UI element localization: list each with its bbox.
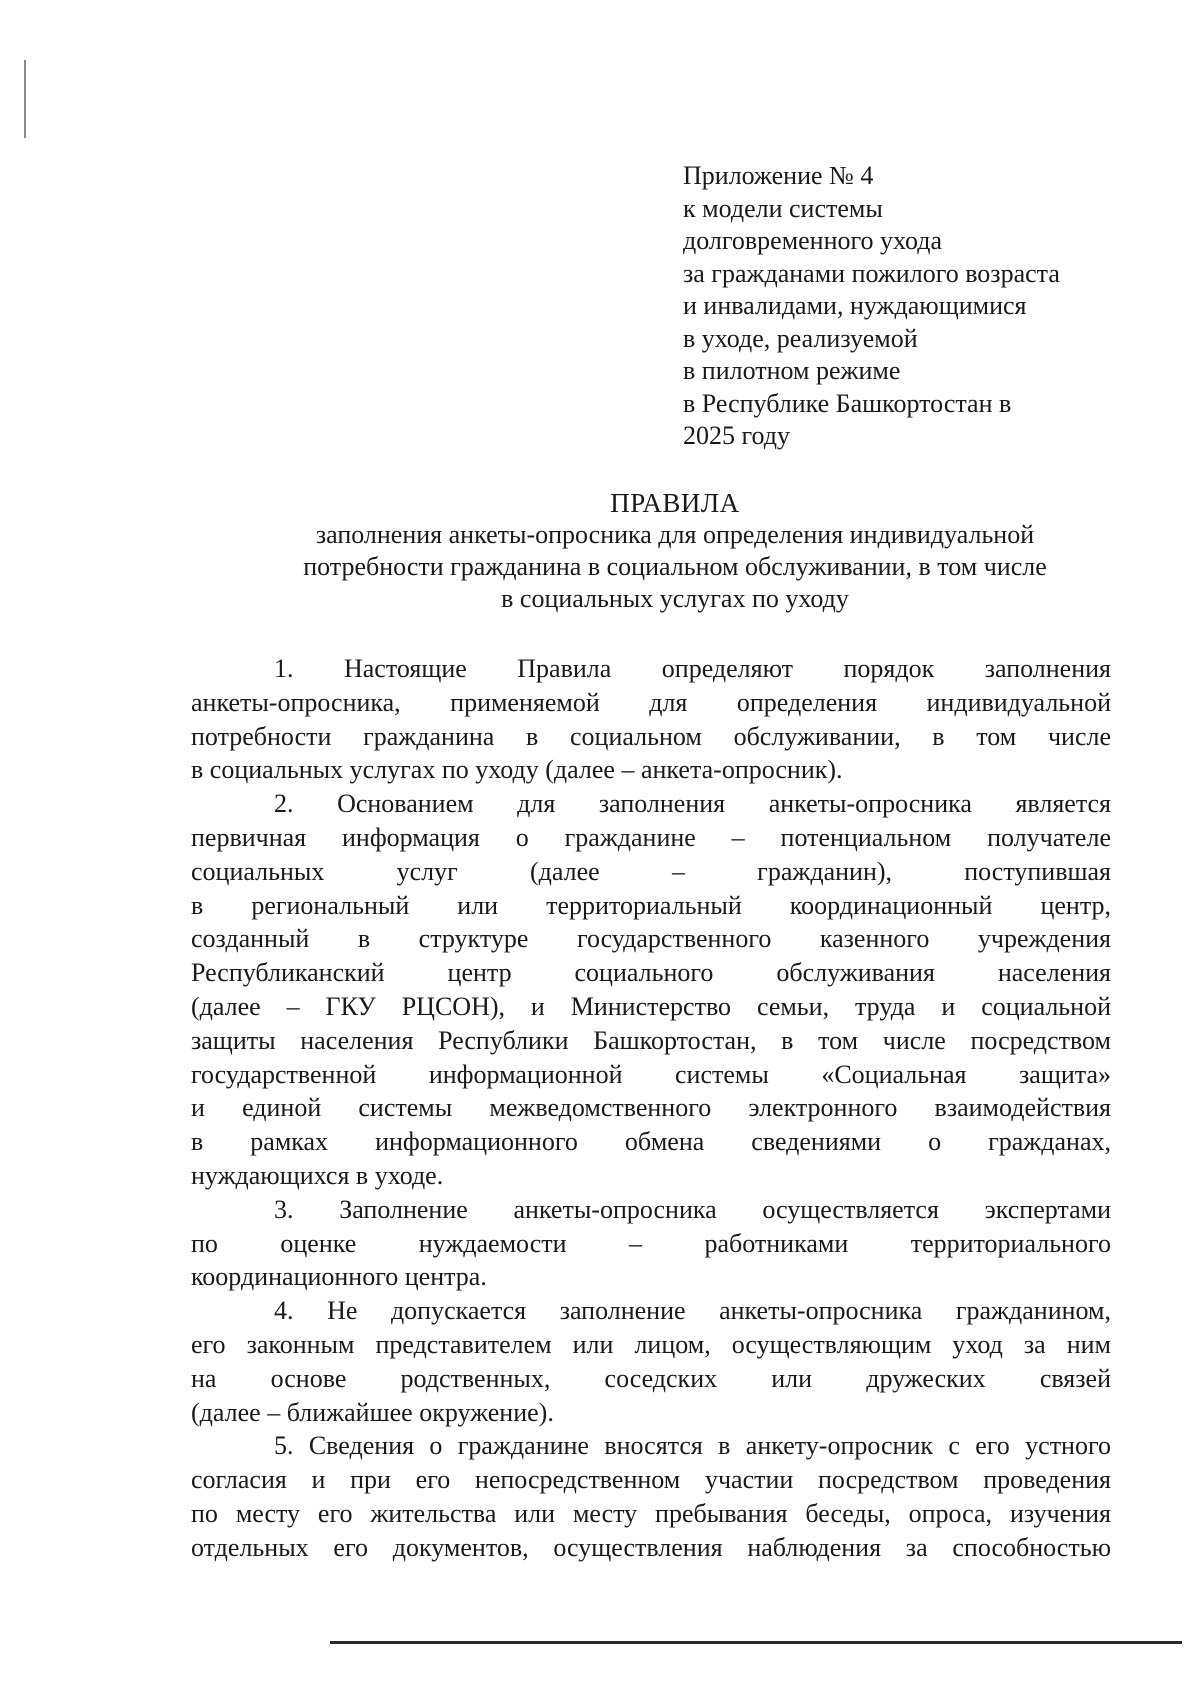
paragraph-5-line: по месту его жительства или месту пребывания беседы, опроса, изучения [191, 1498, 1111, 1528]
appendix-line: 2025 году [683, 421, 790, 450]
paragraph-5-line: согласия и при его непосредственном участии посредством проведения [191, 1465, 1111, 1495]
appendix-line: и инвалидами, нуждающимися [683, 291, 1027, 320]
paragraph-2-line: первичная информация о гражданине – потенциальном получателе [191, 822, 1111, 852]
paragraph-3-line: по оценке нуждаемости – работниками территориального [191, 1228, 1111, 1258]
paragraph-4-line: (далее – ближайшее окружение). [191, 1397, 554, 1427]
document-heading [150, 487, 1200, 615]
appendix-line: в пилотном режиме [683, 356, 901, 385]
paragraph-2-line: в рамках информационного обмена сведениями о гражданах, [191, 1127, 1111, 1157]
paragraph-2-line: Республиканский центр социального обслуживания населения [191, 958, 1111, 988]
paragraph-2-line: социальных услуг (далее – гражданин), поступившая [191, 856, 1111, 886]
paragraph-5-line: 5. Сведения о гражданине вносятся в анкету-опросник с его устного [274, 1431, 1111, 1461]
document-subtitle [150, 519, 1200, 615]
paragraph-1-line: потребности гражданина в социальном обслуживании, в том числе [191, 721, 1111, 751]
paragraph-2-line: государственной информационной системы «Социальная защита» [191, 1059, 1111, 1089]
paragraph-2-line: (далее – ГКУ РЦСОН), и Министерство семьи, труда и социальной [191, 991, 1111, 1021]
paragraph-2-line: 2. Основанием для заполнения анкеты-опросника является [274, 789, 1111, 819]
appendix-line: Приложение № 4 [683, 161, 874, 190]
document-body [191, 652, 1111, 1565]
subtitle-line: заполнения анкеты-опросника для определения индивидуальной [315, 520, 1035, 549]
document-title: ПРАВИЛА [610, 488, 740, 518]
appendix-header [683, 160, 1153, 453]
paragraph-3-line: 3. Заполнение анкеты-опросника осуществляется экспертами [274, 1194, 1111, 1224]
subtitle-line: в социальных услугах по уходу [501, 584, 849, 613]
paragraph-2-line: защиты населения Республики Башкортостан, в том числе посредством [191, 1025, 1111, 1055]
appendix-line: долговременного ухода [683, 226, 943, 255]
paragraph-5-line: отдельных его документов, осуществления наблюдения за способностью [191, 1532, 1111, 1562]
paragraph-4-line: его законным представителем или лицом, осуществляющим уход за ним [191, 1329, 1111, 1359]
appendix-line: за гражданами пожилого возраста [683, 258, 1060, 288]
appendix-line: в уходе, реализуемой [683, 323, 918, 353]
page-bottom-rule [330, 1641, 1182, 1644]
subtitle-line: потребности гражданина в социальном обслуживании, в том числе [303, 552, 1047, 581]
scan-edge-mark [24, 60, 26, 138]
paragraph-1-line: в социальных услугах по уходу (далее – анкета-опросник). [191, 755, 843, 785]
appendix-line: к модели системы [683, 193, 883, 223]
paragraph-1-line: 1. Настоящие Правила определяют порядок заполнения [274, 654, 1111, 683]
paragraph-1-line: анкеты-опросника, применяемой для определения индивидуальной [191, 687, 1111, 717]
paragraph-4-line: на основе родственных, соседских или дружеских связей [191, 1363, 1111, 1393]
paragraph-2-line: и единой системы межведомственного электронного взаимодействия [191, 1093, 1111, 1123]
paragraph-3-line: координационного центра. [191, 1262, 487, 1292]
paragraph-2-line: в региональный или территориальный координационный центр, [191, 890, 1111, 920]
appendix-line: в Республике Башкортостан в [683, 388, 1012, 418]
paragraph-2-line: нуждающихся в уходе. [191, 1160, 444, 1190]
paragraph-2-line: созданный в структуре государственного казенного учреждения [191, 924, 1111, 954]
paragraph-4-line: 4. Не допускается заполнение анкеты-опросника гражданином, [274, 1296, 1111, 1326]
